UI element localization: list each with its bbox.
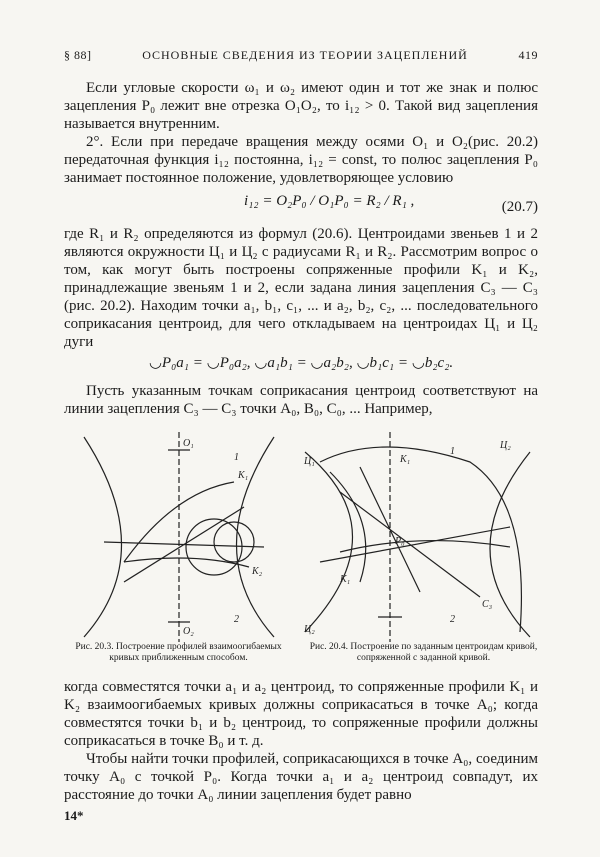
arc-equalities: ◡P₀a₁ = ◡P₀a₂, ◡a₁b₁ = ◡a₂b₂, ◡b₁c₁ = ◡b₂c₂.	[148, 355, 454, 371]
label-p0: P₀	[395, 536, 405, 547]
profile-k2	[124, 558, 249, 567]
paragraph-1: Если угловые скорости ω₁ и ω₂ имеют один и тот же знак и полюс зацепления P₀ лежит вне отрезка O₁O₂, то i₁₂ > 0. Такой вид зацепления называется внутренним.	[64, 80, 538, 132]
label-link-1: 1	[234, 452, 239, 463]
paragraph-4: Пусть указанным точкам соприкасания центроид соответствуют на линии зацепления C₃ — C₃ точки A₀, B₀, C₀, ... Например,	[64, 383, 538, 417]
paragraph-3: где R₁ и R₂ определяются из формул (20.6). Центроидами звеньев 1 и 2 являются окружности Ц₁ и Ц₂ с радиусами R₁ и R₂. Рассмотрим вопрос о том, как могут быть построены сопряженные профили K₁ и K₂, принадлежащие звеньям 1 и 2, если задана линия зацепления C₃ — C₃ (рис. 20.2). Находим точки a₁, b₁, c₁, ... и a₂, b₂, c₂, ... последовательного соприкасания центроид, для чего откладываем на центроидах Ц₁ и Ц₂ дуги	[64, 226, 538, 350]
construction-line	[320, 527, 510, 562]
formula-body: i₁₂ = O₂P₀ / O₁P₀ = R₂ / R₁ ,	[244, 193, 415, 209]
caption-fig-20-4: Рис. 20.4. Построение по заданным центроидам кривой, сопряженной с заданной кривой.	[309, 642, 538, 663]
running-header	[64, 48, 538, 63]
page	[64, 48, 538, 824]
label-link-1: 1	[450, 446, 455, 457]
label-k1: K₁	[238, 470, 249, 481]
paragraph-6: Чтобы найти точки профилей, соприкасающихся в точке A₀, соединим точку A₀ с точкой P₀. Когда точки a₁ и a₂ центроид совпадут, их расстояние до точки A₀ линии зацепления будет равно	[64, 751, 538, 803]
signature-mark: 14*	[64, 808, 84, 823]
construction-circle-1	[186, 519, 242, 575]
formula-number: (20.7)	[501, 199, 538, 215]
chapter-title: ОСНОВНЫЕ СВЕДЕНИЯ ИЗ ТЕОРИИ ЗАЦЕПЛЕНИЙ	[142, 48, 468, 62]
figure-captions	[64, 642, 538, 664]
label-u2-top: Ц₂	[500, 440, 511, 451]
label-u2-bottom: Ц₂	[304, 624, 315, 635]
figure-20-3	[64, 432, 294, 642]
formula-20-7	[64, 187, 538, 225]
centroid-right-arc	[237, 437, 275, 637]
centroid-left-arc	[84, 437, 122, 637]
construction-line	[124, 507, 244, 582]
label-link-2: 2	[234, 614, 239, 625]
page-number: 419	[518, 48, 538, 62]
construction-line-2	[360, 467, 420, 592]
figure-20-4	[300, 432, 538, 642]
label-link-2: 2	[450, 614, 455, 625]
label-o2: O₂	[183, 626, 194, 637]
line-of-action-c3	[340, 492, 480, 597]
caption-fig-20-3: Рис. 20.3. Построение профилей взаимоогибаемых кривых приближенным способом.	[75, 642, 282, 663]
label-c3: C₃	[482, 599, 493, 610]
centroid-u1-left	[305, 452, 353, 632]
label-o1: O₁	[183, 438, 194, 449]
paragraph-5: когда совместятся точки a₁ и a₂ центроид, то сопряженные профили K₁ и K₂ взаимоогибаемых кривых должны соприкасаться в точке A₀; когда совместятся точки b₁ и b₂ центроид, то сопряженные профили должны соприкасаться в точке B₀ и т. д.	[64, 679, 538, 749]
label-u1-left: Ц₁	[304, 456, 315, 467]
label-k2: K₂	[252, 566, 263, 577]
label-k1: K₁	[400, 454, 411, 465]
label-k1-lower: K₁	[340, 574, 351, 585]
paragraph-2: 2°. Если при передаче вращения между осями O₁ и O₂(рис. 20.2) передаточная функция i₁₂ постоянна, i₁₂ = const, то полюс зацепления P₀ занимает постоянное положение, удовлетворяющее условию	[64, 134, 538, 186]
section-number: § 88]	[64, 48, 92, 62]
figures	[64, 432, 538, 642]
